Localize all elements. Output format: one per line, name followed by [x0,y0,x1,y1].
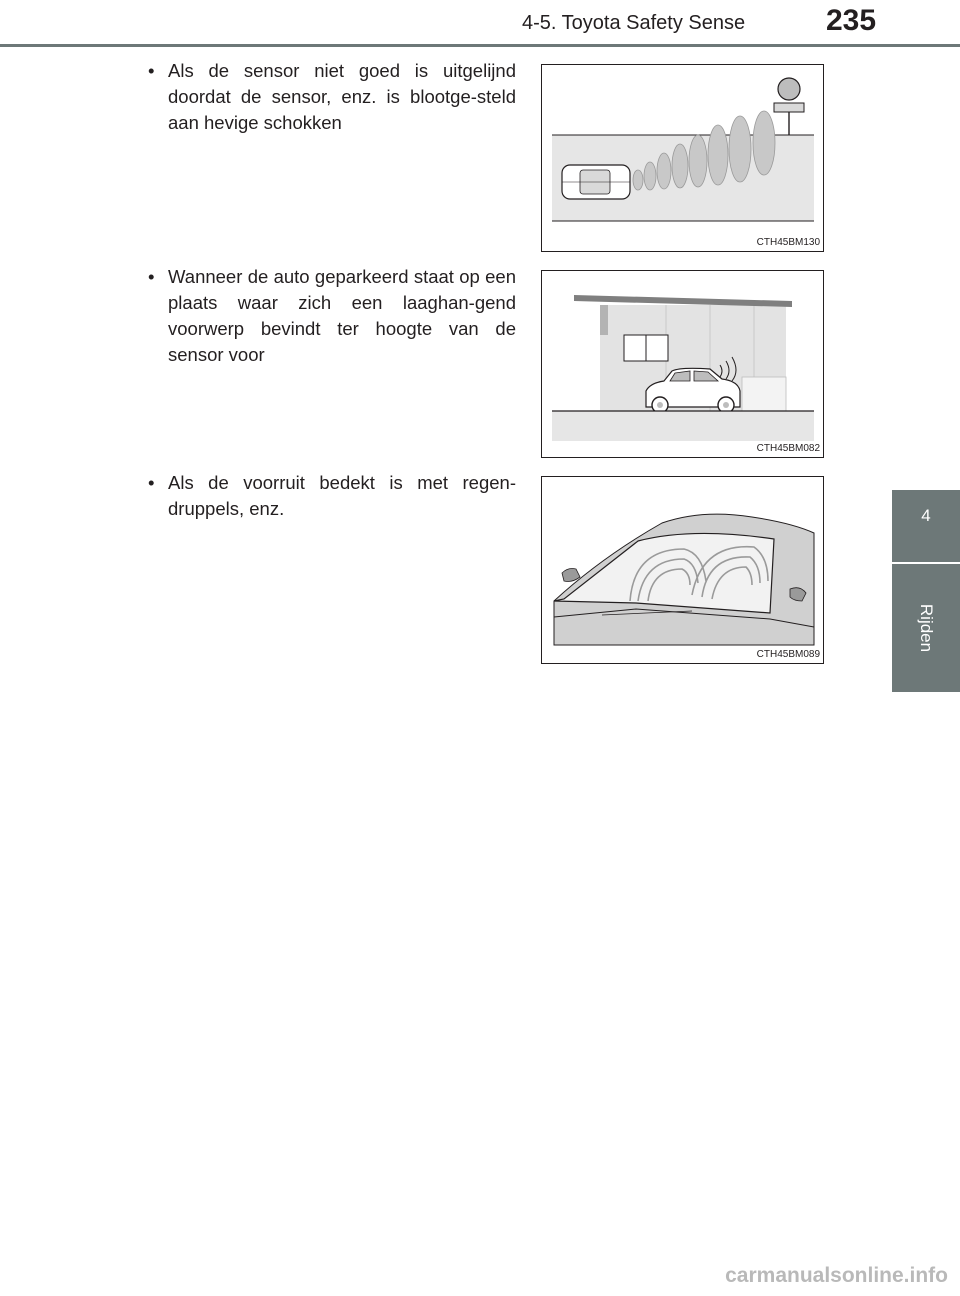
bullet-dot: • [148,472,155,493]
chapter-number: 4 [921,506,931,525]
bullet-text: Als de voorruit bedekt is met regen-druppels, enz. [168,472,516,519]
chapter-title: Rijden [917,603,936,653]
bullet-text: Als de sensor niet goed is uitgelijnd doordat de sensor, enz. is blootge-steld aan hevige schokken [168,60,516,133]
chapter-title-tab [892,562,960,692]
bullet-dot: • [148,266,155,287]
figure-code: CTH45BM089 [756,649,820,660]
figure-code: CTH45BM130 [756,237,820,248]
figure-low-hanging-object [541,270,824,458]
bullet-item-low-hanging-object [148,264,516,368]
windshield-illustration [542,477,823,663]
figure-code: CTH45BM082 [756,443,820,454]
chapter-number-tab [892,490,960,562]
bullet-item-sensor-misaligned [148,58,516,136]
figure-raindrops-windshield [541,476,824,664]
figure-sensor-impact [541,64,824,252]
bullet-text: Wanneer de auto geparkeerd staat op een plaats waar zich een laaghan-gend voorwerp bevindt ter hoogte van de sensor voor [168,266,516,365]
parked-car-illustration [542,271,823,457]
watermark: carmanualsonline.info [725,1264,948,1287]
page-number: 235 [826,4,877,37]
bullet-item-raindrops [148,470,516,522]
bullet-dot: • [148,60,155,81]
sensor-impact-illustration [542,65,823,251]
section-title: 4-5. Toyota Safety Sense [522,12,746,34]
header-rule [0,44,960,47]
